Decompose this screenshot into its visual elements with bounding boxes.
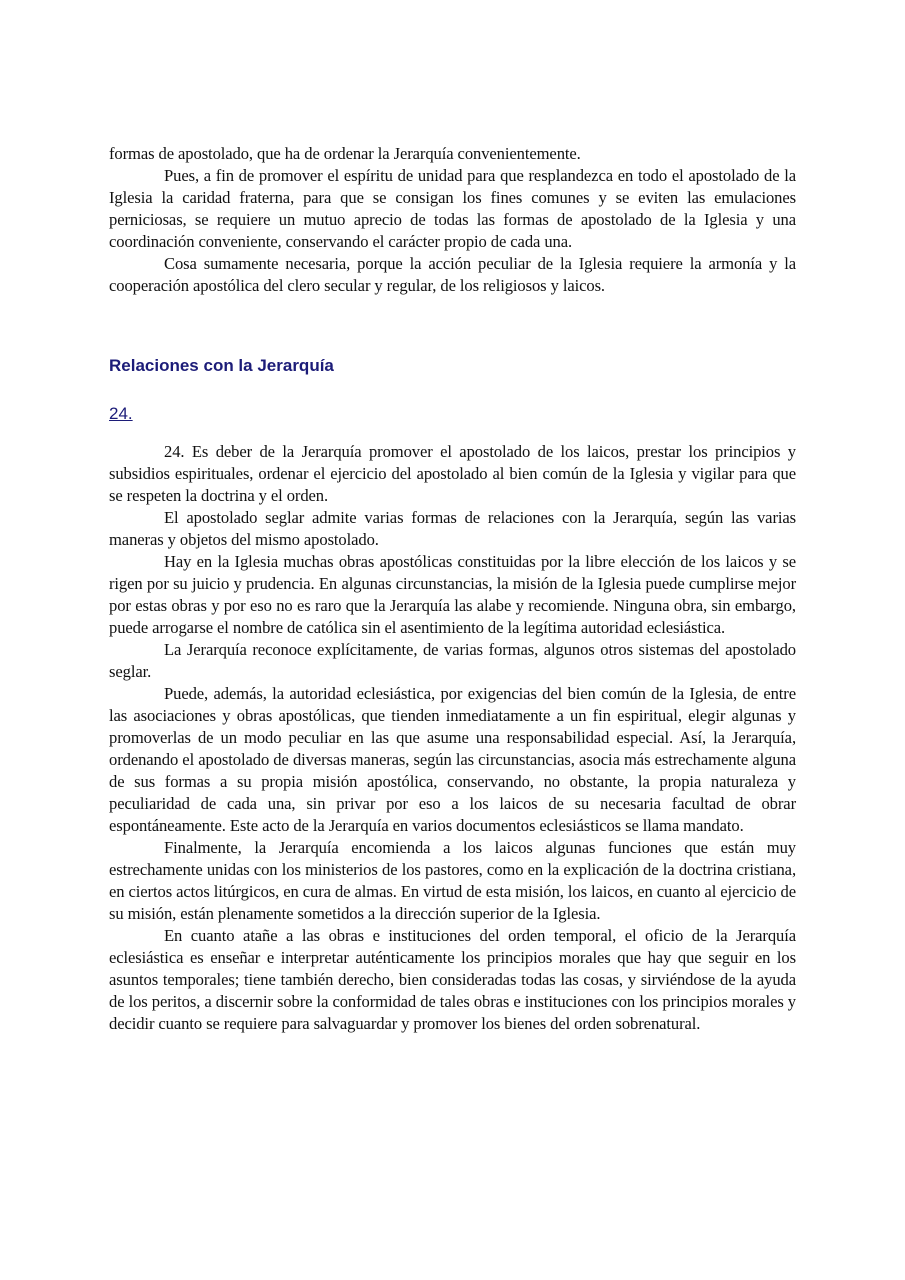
continued-text xyxy=(109,143,796,297)
paragraph: 24. Es deber de la Jerarquía promover el apostolado de los laicos, prestar los principios y subsidios espirituales, ordenar el ejercicio del apostolado al bien común de la Iglesia y vigilar para que se respeten la doctrina y el orden. xyxy=(109,442,796,505)
paragraph: En cuanto atañe a las obras e instituciones del orden temporal, el oficio de la Jerarquía eclesiástica es enseñar e interpretar auténticamente los principios morales que hay que seguir en los asuntos temporales; tiene también derecho, bien consideradas todas las cosas, y sirviéndose de la ayuda de los peritos, a discernir sobre la conformidad de tales obras e instituciones con los principios morales y decidir cuanto se requiere para salvaguardar y promover los bienes del orden sobrenatural. xyxy=(109,926,796,1033)
section-number-link[interactable]: 24. xyxy=(109,404,133,423)
paragraph: Cosa sumamente necesaria, porque la acción peculiar de la Iglesia requiere la armonía y la cooperación apostólica del clero secular y regular, de los religiosos y laicos. xyxy=(109,254,796,295)
paragraph: La Jerarquía reconoce explícitamente, de varias formas, algunos otros sistemas del apostolado seglar. xyxy=(109,640,796,681)
paragraph: Puede, además, la autoridad eclesiástica, por exigencias del bien común de la Iglesia, de entre las asociaciones y obras apostólicas, que tienden inmediatamente a un fin espiritual, elegir algunas y promoverlas de un modo peculiar en las que asume una responsabilidad especial. Así, la Jerarquía, ordenando el apostolado de diversas maneras, según las circunstancias, asocia más estrechamente alguna de sus formas a su propia misión apostólica, conservando, no obstante, la propia naturaleza y peculiaridad de cada una, sin privar por eso a los laicos de su necesaria facultad de obrar espontáneamente. Este acto de la Jerarquía en varios documentos eclesiásticos se llama mandato. xyxy=(109,684,796,835)
section-heading: Relaciones con la Jerarquía xyxy=(109,356,334,375)
section-body xyxy=(109,441,796,1035)
paragraph: Pues, a fin de promover el espíritu de unidad para que resplandezca en todo el apostolado de la Iglesia la caridad fraterna, para que se consigan los fines comunes y se eviten las emulaciones perniciosas, se requiere un mutuo aprecio de todas las formas de apostolado de la Iglesia y una coordinación conveniente, conservando el carácter propio de cada una. xyxy=(109,166,796,251)
paragraph: El apostolado seglar admite varias formas de relaciones con la Jerarquía, según las varias maneras y objetos del mismo apostolado. xyxy=(109,508,796,549)
paragraph: formas de apostolado, que ha de ordenar la Jerarquía convenientemente. xyxy=(109,144,581,163)
paragraph: Hay en la Iglesia muchas obras apostólicas constituidas por la libre elección de los laicos y se rigen por su juicio y prudencia. En algunas circunstancias, la misión de la Iglesia puede cumplirse mejor por estas obras y por eso no es raro que la Jerarquía las alabe y recomiende. Ninguna obra, sin embargo, puede arrogarse el nombre de católica sin el asentimiento de la legítima autoridad eclesiástica. xyxy=(109,552,796,637)
paragraph: Finalmente, la Jerarquía encomienda a los laicos algunas funciones que están muy estrechamente unidas con los ministerios de los pastores, como en la explicación de la doctrina cristiana, en ciertos actos litúrgicos, en cura de almas. En virtud de esta misión, los laicos, en cuanto al ejercicio de su misión, están plenamente sometidos a la dirección superior de la Iglesia. xyxy=(109,838,796,923)
